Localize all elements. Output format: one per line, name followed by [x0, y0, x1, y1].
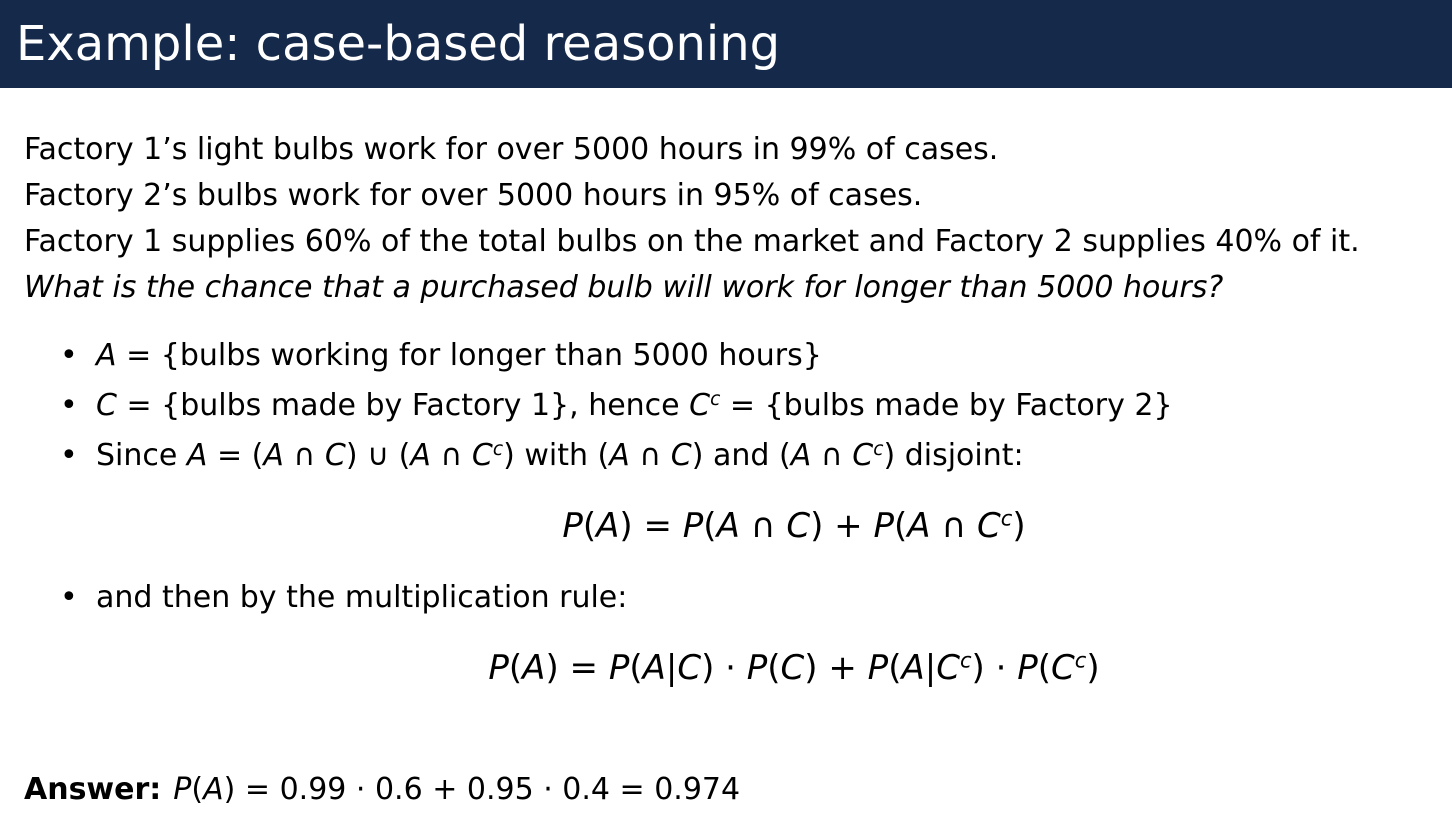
bullet-dot-icon: •: [60, 338, 78, 373]
bullet-dot-icon: •: [60, 438, 78, 473]
intro-line-1: Factory 1’s light bulbs work for over 5000 hours in 99% of cases.: [24, 132, 999, 167]
intro-line-3: Factory 1 supplies 60% of the total bulbs on the market and Factory 2 supplies 40% of it.: [24, 224, 1360, 259]
answer-line: Answer: P(A) = 0.99 · 0.6 + 0.95 · 0.4 = 0.974: [24, 772, 741, 807]
answer-label: Answer:: [24, 772, 162, 807]
bullet-2-text-a: = {bulbs made by Factory 1}, hence: [116, 388, 690, 423]
question-line: What is the chance that a purchased bulb will work for longer than 5000 hours?: [24, 270, 1224, 305]
intro-line-2: Factory 2’s bulbs work for over 5000 hours in 95% of cases.: [24, 178, 923, 213]
bullet-1-text: = {bulbs working for longer than 5000 hours}: [116, 338, 822, 373]
bullet-3-and: and: [703, 438, 779, 473]
slide-title-bar: [0, 0, 1452, 88]
bullet-3-with: with: [514, 438, 598, 473]
bullet-3-since: Since: [96, 438, 187, 473]
bullet-item-multiplication-rule: [60, 578, 627, 618]
bullet-item-disjoint: • Since A = (A ∩ C) ∪ (A ∩ $C^c$) with (A ∩ C) and (A ∩ $C^c$) disjoint:: [60, 436, 1024, 476]
bullet-dot-icon: •: [60, 580, 78, 615]
bullet-4-text: and then by the multiplication rule:: [96, 580, 628, 615]
slide-title: Example: case-based reasoning: [16, 16, 781, 72]
bullet-dot-icon: •: [60, 388, 78, 423]
bullet-item-event-a: • A = {bulbs working for longer than 5000 hours}: [60, 336, 822, 376]
answer-expression: = 0.99 · 0.6 + 0.95 · 0.4 = 0.974: [235, 772, 741, 807]
bullet-3-disjoint: disjoint:: [895, 438, 1024, 473]
equation-total-probability-union: P(A) = P(A ∩ C) + P(A ∩ $C^c$): [562, 505, 1026, 546]
bullet-item-event-c: • C = {bulbs made by Factory 1}, hence $C^c$ = {bulbs made by Factory 2}: [60, 386, 1173, 426]
equation-multiplication-rule: $P(A) = P(A|C) \cdot P(C) + P(A|C^c) \cdot P(C^c)$: [488, 647, 1100, 688]
bullet-2-text-b: = {bulbs made by Factory 2}: [720, 388, 1173, 423]
